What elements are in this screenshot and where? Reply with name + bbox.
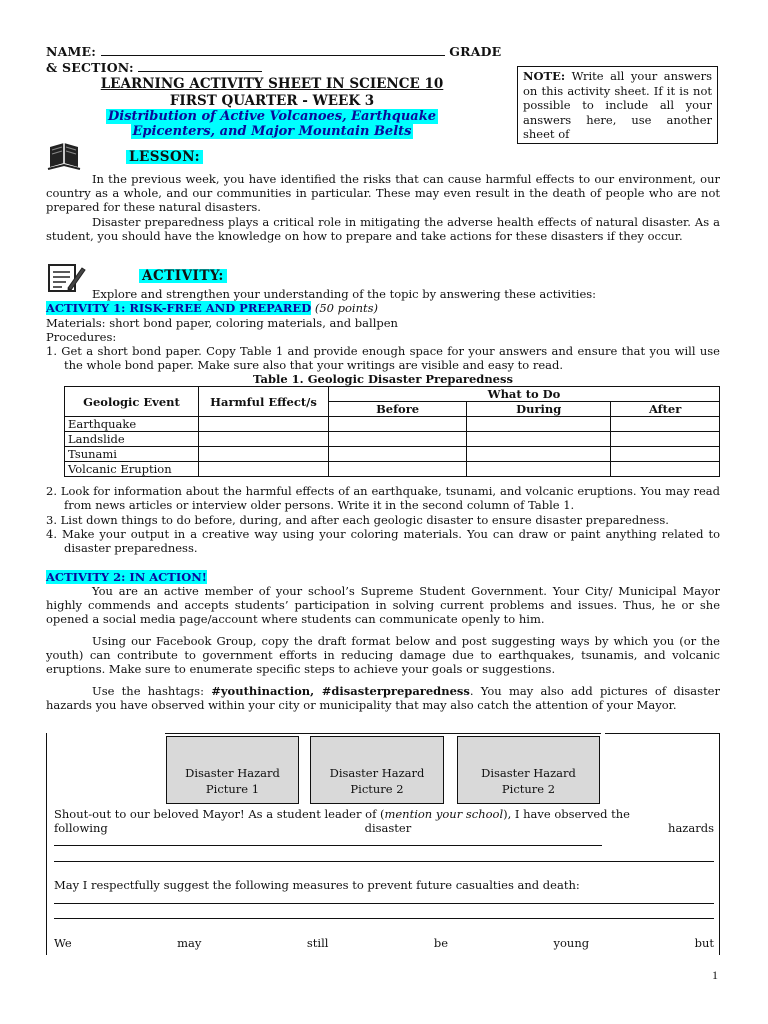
topic-line-2-text: Epicenters, and Major Mountain Belts bbox=[132, 124, 412, 139]
answer-cell[interactable] bbox=[329, 432, 467, 447]
closing-word: but bbox=[694, 936, 714, 950]
row-label: Tsunami bbox=[65, 447, 199, 462]
table-row bbox=[65, 447, 720, 462]
answer-cell[interactable] bbox=[467, 432, 611, 447]
closing-word: We bbox=[54, 936, 72, 950]
activity-1-points: (50 points) bbox=[311, 301, 378, 315]
activity-2-paragraph-1: You are an active member of your school’s Supreme Student Government. Your City/ Municipal Mayor highly commends and accepts students’ participation in solving current problems and issues. Thus, he or she opened a social media page/account where students can communicate openly to him. bbox=[46, 584, 720, 626]
hashtags: #youthinaction, #disasterpreparedness bbox=[211, 684, 470, 698]
hazard-picture-3[interactable] bbox=[457, 736, 600, 804]
answer-line[interactable] bbox=[54, 903, 714, 904]
shout-out-line-2 bbox=[54, 821, 714, 835]
shout-out-start: Shout-out to our beloved Mayor! As a student leader of ( bbox=[54, 807, 385, 821]
col-header-effects: Harmful Effect/s bbox=[199, 387, 329, 417]
activity-2-paragraph-2: Using our Facebook Group, copy the draft format below and post suggesting ways by which you (or the youth) can contribute to government efforts in reducing damage due to earthquakes, tsunamis, and volcanic eruptions. Make sure to enumerate specific steps to achieve your goals or suggestions. bbox=[46, 634, 720, 676]
picture-2-caption: Picture 2 bbox=[350, 782, 404, 796]
box-gap bbox=[47, 733, 165, 736]
col-header-todo: What to Do bbox=[329, 387, 720, 402]
name-blank[interactable] bbox=[101, 44, 445, 56]
section-line bbox=[46, 60, 262, 75]
answer-cell[interactable] bbox=[199, 417, 329, 432]
answer-cell[interactable] bbox=[467, 462, 611, 477]
table-row bbox=[65, 462, 720, 477]
table-row bbox=[65, 432, 720, 447]
step-3: 3. List down things to do before, during, and after each geologic disaster to ensure disaster preparedness. bbox=[46, 513, 669, 527]
closing-word: may bbox=[177, 936, 202, 950]
step-4: 4. Make your output in a creative way using your coloring materials. You can draw or paint anything related to disaster preparedness. bbox=[46, 527, 720, 555]
row-label: Landslide bbox=[65, 432, 199, 447]
activity-1-title: ACTIVITY 1: RISK-FREE AND PREPARED bbox=[46, 301, 312, 315]
note-text: Write all your answers on this activity sheet. If it is not possible to include all your answers here, use another sheet of bbox=[523, 69, 712, 141]
quarter-title: FIRST QUARTER - WEEK 3 bbox=[169, 93, 375, 109]
page-number: 1 bbox=[712, 968, 718, 982]
note-label: NOTE: bbox=[523, 69, 566, 83]
answer-line[interactable] bbox=[54, 861, 714, 862]
hazard-picture-2[interactable] bbox=[310, 736, 444, 804]
answer-cell[interactable] bbox=[329, 462, 467, 477]
word-following: following bbox=[54, 821, 108, 835]
section-blank[interactable] bbox=[138, 60, 262, 72]
topic-line-1 bbox=[46, 110, 498, 124]
word-disaster: disaster bbox=[364, 821, 412, 835]
procedures-label: Procedures: bbox=[46, 330, 117, 344]
answer-line[interactable] bbox=[54, 918, 714, 919]
answer-cell[interactable] bbox=[611, 432, 720, 447]
closing-word: young bbox=[553, 936, 590, 950]
note-box bbox=[517, 66, 718, 144]
book-icon bbox=[46, 141, 82, 173]
hashtag-intro: Use the hashtags: bbox=[92, 684, 212, 698]
answer-cell[interactable] bbox=[199, 432, 329, 447]
grade-label: GRADE bbox=[449, 44, 502, 59]
suggestion-prompt: May I respectfully suggest the following measures to prevent future casualties and death: bbox=[54, 878, 580, 892]
disaster-preparedness-table bbox=[64, 386, 720, 477]
step-2: 2. Look for information about the harmful effects of an earthquake, tsunami, and volcanic eruptions. You may read from news articles or interview older persons. Write it in the second column of Table 1. bbox=[46, 484, 720, 512]
closing-word: be bbox=[433, 936, 449, 950]
table-caption: Table 1. Geologic Disaster Preparedness bbox=[253, 372, 513, 386]
answer-cell[interactable] bbox=[467, 447, 611, 462]
answer-cell[interactable] bbox=[611, 447, 720, 462]
answer-cell[interactable] bbox=[611, 462, 720, 477]
col-header-event: Geologic Event bbox=[65, 387, 199, 417]
activity-2-paragraph-3 bbox=[46, 684, 720, 712]
school-placeholder: mention your school bbox=[384, 807, 504, 821]
picture-1-caption: Picture 1 bbox=[205, 782, 260, 796]
picture-2-label: Disaster Hazard bbox=[329, 766, 425, 780]
hazard-picture-1[interactable] bbox=[166, 736, 299, 804]
row-label: Earthquake bbox=[65, 417, 199, 432]
answer-cell[interactable] bbox=[199, 462, 329, 477]
col-header-after: After bbox=[611, 402, 720, 417]
name-grade-line bbox=[46, 44, 501, 59]
hashtag-outro: . You may also add pictures of disaster hazards you have observed within your city or municipality that may also catch the attention of your Mayor. bbox=[46, 684, 720, 712]
answer-line[interactable] bbox=[54, 845, 602, 846]
picture-3-label: Disaster Hazard bbox=[481, 766, 576, 780]
section-label: & SECTION: bbox=[46, 60, 134, 75]
name-label: NAME: bbox=[46, 44, 97, 59]
shout-out-line bbox=[54, 807, 714, 821]
activity-label: ACTIVITY: bbox=[139, 269, 227, 283]
lesson-paragraph-1: In the previous week, you have identified the risks that can cause harmful effects to our environment, our country as a whole, and our communities in particular. These may even result in the death of people who are not prepared for these natural disasters. bbox=[46, 172, 720, 214]
topic-line-2 bbox=[46, 125, 498, 139]
box-gap bbox=[601, 733, 605, 736]
answer-cell[interactable] bbox=[467, 417, 611, 432]
lesson-paragraph-2: Disaster preparedness plays a critical role in mitigating the adverse health effects of natural disaster. As a student, you should have the knowledge on how to prepare and take actions for these disasters if they occur. bbox=[46, 215, 720, 243]
picture-1-label: Disaster Hazard bbox=[185, 766, 280, 780]
answer-cell[interactable] bbox=[199, 447, 329, 462]
lesson-label: LESSON: bbox=[126, 150, 203, 164]
shout-out-end: ), I have observed the bbox=[503, 807, 630, 821]
col-header-before: Before bbox=[329, 402, 467, 417]
activity-2-title: ACTIVITY 2: IN ACTION! bbox=[46, 570, 207, 584]
col-header-during: During bbox=[467, 402, 611, 417]
answer-cell[interactable] bbox=[329, 447, 467, 462]
activity-intro: Explore and strengthen your understanding of the topic by answering these activities: bbox=[92, 287, 597, 301]
step-1: 1. Get a short bond paper. Copy Table 1 and provide enough space for your answers and ensure that you will use the whole bond paper. Make sure also that your writings are visible and easy to read. bbox=[46, 344, 720, 372]
picture-3-caption: Picture 2 bbox=[501, 782, 556, 796]
sheet-title: LEARNING ACTIVITY SHEET IN SCIENCE 10 bbox=[100, 76, 444, 92]
word-hazards: hazards bbox=[668, 821, 714, 835]
activity-1-heading bbox=[46, 301, 720, 315]
closing-word: still bbox=[306, 936, 329, 950]
row-label: Volcanic Eruption bbox=[65, 462, 199, 477]
activity-2-heading bbox=[46, 570, 720, 584]
answer-cell[interactable] bbox=[611, 417, 720, 432]
table-row bbox=[65, 417, 720, 432]
closing-line bbox=[54, 936, 714, 950]
answer-cell[interactable] bbox=[329, 417, 467, 432]
materials-line: Materials: short bond paper, coloring materials, and ballpen bbox=[46, 316, 398, 330]
topic-line-1-text: Distribution of Active Volcanoes, Earthquake bbox=[107, 109, 437, 124]
